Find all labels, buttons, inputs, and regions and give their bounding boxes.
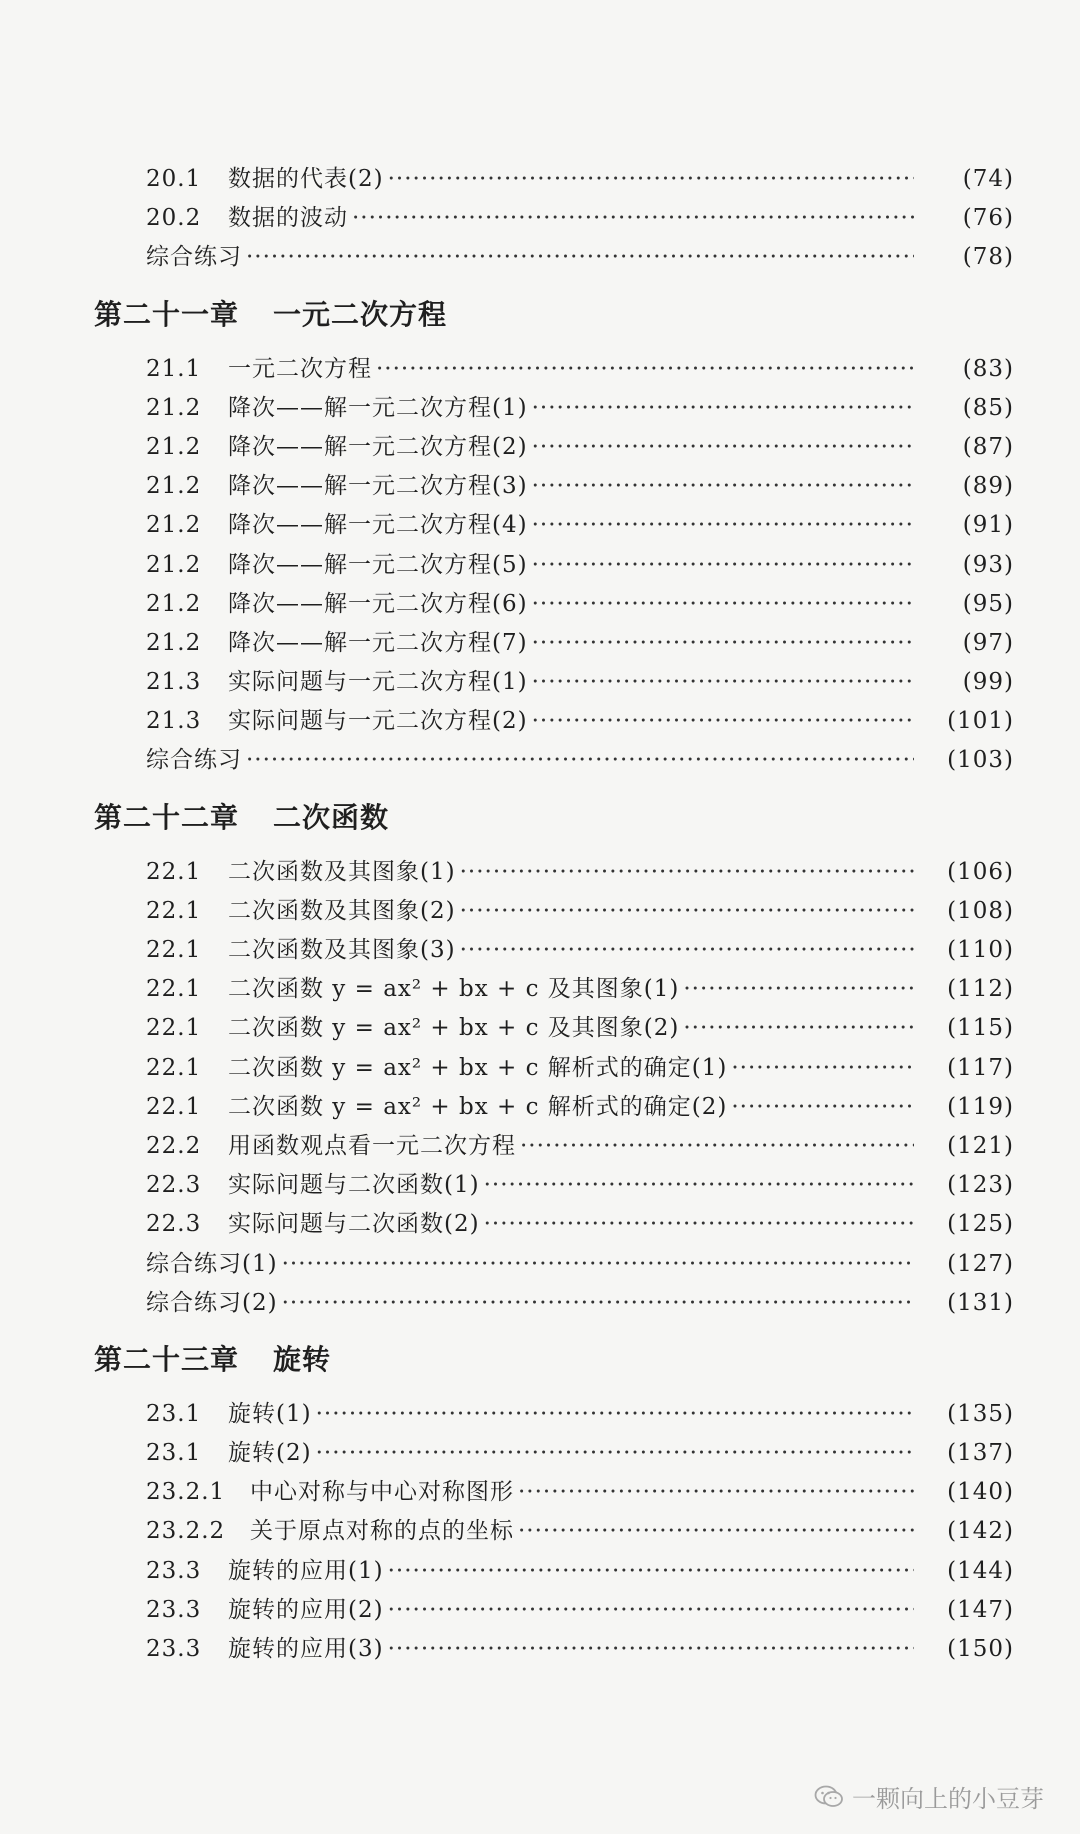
chapter-heading: [94, 793, 1014, 843]
toc-entry: [94, 350, 1014, 389]
page-number: (108): [947, 897, 1014, 924]
toc-entry: [94, 853, 1014, 892]
toc-entry: [94, 1127, 1014, 1166]
toc-entry: [94, 741, 1014, 780]
section-title: 实际问题与一元二次方程(1): [228, 669, 528, 696]
toc-entry: [94, 663, 1014, 702]
toc-entry: [94, 1630, 1014, 1669]
section-number: 22.2: [146, 1132, 202, 1159]
page-number: (97): [962, 629, 1014, 656]
chapter-label: 第二十一章: [94, 297, 240, 331]
section-title: 降次——解一元二次方程(6): [228, 590, 528, 617]
toc-entry: [94, 1205, 1014, 1244]
dot-leader: [388, 160, 914, 199]
toc-entry: [94, 1088, 1014, 1127]
dot-leader: [316, 1434, 914, 1473]
page-number: (99): [962, 669, 1014, 696]
chapters-container: [94, 290, 1014, 1670]
section-title: 中心对称与中心对称图形: [250, 1479, 514, 1506]
toc-entry: [94, 702, 1014, 741]
page-number: (115): [947, 1015, 1014, 1042]
toc-entry: [94, 970, 1014, 1009]
section-number: 21.2: [146, 473, 202, 500]
section-number: 23.2.2: [146, 1518, 226, 1545]
section-number: 22.1: [146, 897, 202, 924]
dot-leader: [683, 1009, 914, 1048]
toc-entry: [94, 160, 1014, 199]
section-title: 二次函数 y = ax² + bx + c 及其图象(1): [228, 976, 680, 1003]
toc-entry: [94, 1284, 1014, 1323]
page-number: (121): [947, 1132, 1014, 1159]
toc-entry: [94, 624, 1014, 663]
dot-leader: [532, 389, 914, 428]
dot-leader: [316, 1395, 914, 1434]
section-title: 实际问题与二次函数(1): [228, 1172, 480, 1199]
table-of-contents: [94, 160, 1014, 1669]
section-title: 综合练习: [146, 244, 242, 271]
toc-entry: [94, 238, 1014, 277]
page-number: (101): [947, 708, 1014, 735]
dot-leader: [532, 546, 914, 585]
toc-entry: [94, 1434, 1014, 1473]
section-title: 关于原点对称的点的坐标: [250, 1518, 514, 1545]
toc-entry: [94, 506, 1014, 545]
chapter-title: 旋转: [273, 1342, 332, 1376]
section-title: 旋转的应用(3): [228, 1636, 384, 1662]
toc-entry: [94, 1049, 1014, 1088]
section-number: 23.3: [146, 1636, 202, 1662]
page-number: (150): [947, 1636, 1014, 1662]
dot-leader: [532, 624, 914, 663]
section-number: 22.1: [146, 1093, 202, 1120]
page-number: (125): [947, 1211, 1014, 1238]
section-title: 实际问题与二次函数(2): [228, 1211, 480, 1238]
chapter-label: 第二十二章: [94, 800, 240, 834]
toc-entry: [94, 892, 1014, 931]
section-number: 22.3: [146, 1211, 202, 1238]
section-title: 二次函数及其图象(2): [228, 897, 456, 924]
chapter-heading: [94, 1335, 1014, 1385]
page-number: (140): [947, 1479, 1014, 1506]
page-number: (131): [947, 1289, 1014, 1316]
section-title: 实际问题与一元二次方程(2): [228, 708, 528, 735]
section-number: 21.2: [146, 394, 202, 421]
section-title: 旋转(1): [228, 1400, 312, 1427]
chapter-title: 一元二次方程: [273, 297, 448, 331]
page-number: (91): [962, 512, 1014, 539]
section-title: 降次——解一元二次方程(5): [228, 551, 528, 578]
section-number: 23.3: [146, 1557, 202, 1584]
page-number: (93): [962, 551, 1014, 578]
page-number: (117): [947, 1054, 1014, 1081]
page-number: (127): [947, 1250, 1014, 1277]
toc-entry: [94, 1166, 1014, 1205]
toc-entry: [94, 931, 1014, 970]
section-title: 数据的波动: [228, 205, 348, 232]
section-number: 21.2: [146, 551, 202, 578]
dot-leader: [532, 428, 914, 467]
section-title: 旋转(2): [228, 1440, 312, 1467]
page-number: (142): [947, 1518, 1014, 1545]
page-number: (95): [962, 590, 1014, 617]
page-number: (135): [947, 1400, 1014, 1427]
section-number: 20.1: [146, 166, 202, 192]
section-title: 降次——解一元二次方程(1): [228, 394, 528, 421]
dot-leader: [460, 931, 914, 970]
section-title: 综合练习(1): [146, 1250, 278, 1277]
section-title: 综合练习: [146, 747, 242, 774]
section-number: 21.2: [146, 629, 202, 656]
dot-leader: [484, 1205, 914, 1244]
toc-entry: [94, 1512, 1014, 1551]
dot-leader: [532, 467, 914, 506]
section-title: 旋转的应用(1): [228, 1557, 384, 1584]
dot-leader: [532, 585, 914, 624]
section-title: 降次——解一元二次方程(3): [228, 473, 528, 500]
dot-leader: [388, 1630, 914, 1669]
page-number: (85): [962, 394, 1014, 421]
toc-entry: [94, 585, 1014, 624]
section-title: 数据的代表(2): [228, 166, 384, 192]
page-number: (147): [947, 1596, 1014, 1623]
watermark: [814, 1779, 1044, 1814]
toc-entry: [94, 1591, 1014, 1630]
section-number: 22.3: [146, 1172, 202, 1199]
wechat-icon: [814, 1784, 844, 1810]
section-title: 旋转的应用(2): [228, 1596, 384, 1623]
toc-entry: [94, 1473, 1014, 1512]
section-number: 21.2: [146, 590, 202, 617]
page-number: (78): [962, 244, 1014, 271]
dot-leader: [388, 1591, 914, 1630]
section-number: 22.1: [146, 937, 202, 963]
toc-entry: [94, 1552, 1014, 1591]
dot-leader: [376, 350, 914, 389]
dot-leader: [460, 892, 914, 931]
dot-leader: [683, 970, 914, 1009]
section-title: 降次——解一元二次方程(2): [228, 433, 528, 460]
section-title: 二次函数 y = ax² + bx + c 解析式的确定(1): [228, 1054, 728, 1081]
chapter-heading: [94, 290, 1014, 340]
section-title: 综合练习(2): [146, 1289, 278, 1316]
dot-leader: [460, 853, 914, 892]
section-number: 21.1: [146, 355, 202, 382]
page-number: (110): [947, 937, 1014, 963]
pre-entries: [94, 160, 1014, 278]
page-number: (106): [947, 858, 1014, 885]
dot-leader: [532, 702, 914, 741]
toc-entry: [94, 546, 1014, 585]
dot-leader: [731, 1088, 914, 1127]
section-number: 21.2: [146, 512, 202, 539]
toc-entry: [94, 1395, 1014, 1434]
page-number: (119): [947, 1093, 1014, 1120]
dot-leader: [731, 1049, 914, 1088]
page-number: (123): [947, 1172, 1014, 1199]
section-number: 23.1: [146, 1400, 202, 1427]
section-title: 二次函数 y = ax² + bx + c 解析式的确定(2): [228, 1093, 728, 1120]
toc-entry: [94, 389, 1014, 428]
watermark-text: 一颗向上的小豆芽: [852, 1785, 1044, 1813]
toc-entry: [94, 1009, 1014, 1048]
dot-leader: [532, 506, 914, 545]
section-number: 21.2: [146, 433, 202, 460]
dot-leader: [518, 1473, 914, 1512]
page-number: (112): [947, 976, 1014, 1003]
page-number: (144): [947, 1557, 1014, 1584]
dot-leader: [484, 1166, 914, 1205]
page-number: (137): [947, 1440, 1014, 1467]
toc-entry: [94, 467, 1014, 506]
page-number: (83): [962, 355, 1014, 382]
section-number: 21.3: [146, 708, 202, 735]
section-number: 23.2.1: [146, 1479, 226, 1506]
page-number: (74): [962, 166, 1014, 192]
dot-leader: [518, 1512, 914, 1551]
chapter-title: 二次函数: [273, 800, 390, 834]
toc-entry: [94, 199, 1014, 238]
section-title: 二次函数 y = ax² + bx + c 及其图象(2): [228, 1015, 680, 1042]
section-title: 降次——解一元二次方程(4): [228, 512, 528, 539]
section-number: 22.1: [146, 858, 202, 885]
page-number: (103): [947, 747, 1014, 774]
section-title: 一元二次方程: [228, 355, 372, 382]
section-number: 22.1: [146, 1015, 202, 1042]
dot-leader: [352, 199, 914, 238]
toc-entry: [94, 428, 1014, 467]
section-number: 23.3: [146, 1596, 202, 1623]
dot-leader: [282, 1284, 914, 1323]
section-title: 二次函数及其图象(1): [228, 858, 456, 885]
dot-leader: [520, 1127, 914, 1166]
section-title: 用函数观点看一元二次方程: [228, 1132, 516, 1159]
dot-leader: [532, 663, 914, 702]
section-number: 20.2: [146, 205, 202, 232]
section-title: 二次函数及其图象(3): [228, 937, 456, 963]
section-number: 22.1: [146, 976, 202, 1003]
dot-leader: [246, 238, 914, 277]
dot-leader: [388, 1552, 914, 1591]
section-title: 降次——解一元二次方程(7): [228, 629, 528, 656]
section-number: 22.1: [146, 1054, 202, 1081]
toc-entry: [94, 1245, 1014, 1284]
section-number: 23.1: [146, 1440, 202, 1467]
section-number: 21.3: [146, 669, 202, 696]
chapter-label: 第二十三章: [94, 1342, 240, 1376]
page-number: (87): [962, 433, 1014, 460]
dot-leader: [246, 741, 914, 780]
dot-leader: [282, 1245, 914, 1284]
page-number: (76): [962, 205, 1014, 232]
page-number: (89): [962, 473, 1014, 500]
